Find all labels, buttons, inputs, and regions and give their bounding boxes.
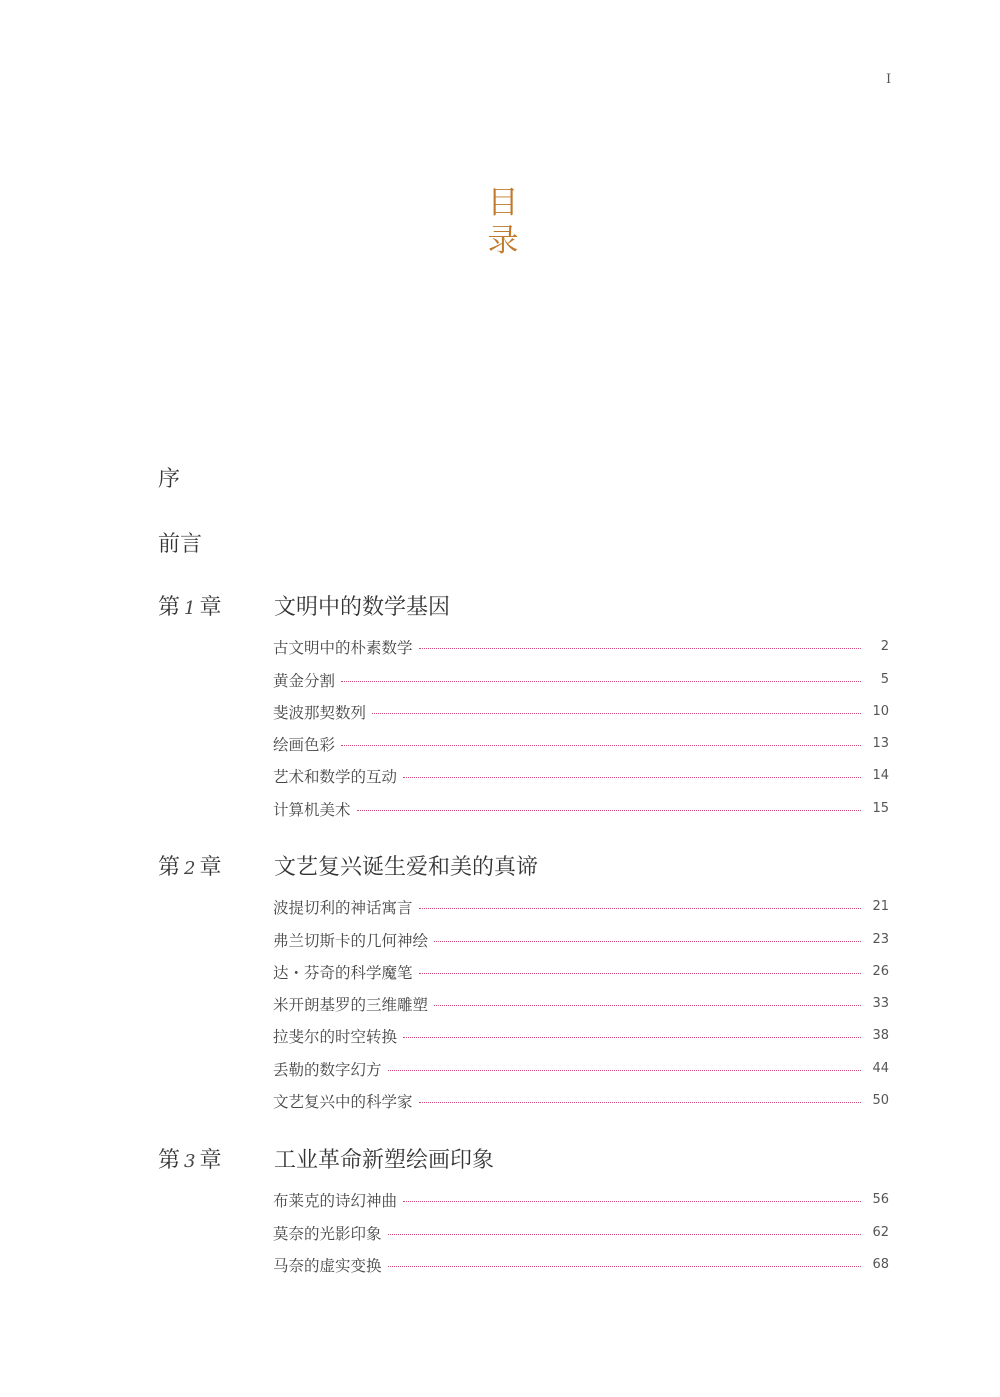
dot-leader [419, 648, 861, 649]
page-ref: 68 [872, 1256, 889, 1272]
toc-entry[interactable]: 黄金分割 5 [273, 671, 889, 690]
chapter-number: 3 [184, 1151, 196, 1172]
page-ref: 14 [872, 768, 889, 784]
toc-foreword-entry[interactable]: 前言 [158, 532, 203, 557]
dot-leader [419, 1102, 861, 1103]
chapter-number: 1 [184, 598, 196, 619]
dot-leader [341, 681, 861, 682]
chapter-3 [158, 1143, 898, 1275]
chapter-title: 文艺复兴诞生爱和美的真谛 [274, 855, 539, 880]
chapter-label: 第 1 章 [158, 595, 222, 620]
chapter-entries [273, 1179, 889, 1276]
page-ref: 13 [872, 736, 889, 752]
chapter-label: 第 2 章 [158, 855, 222, 880]
chapter-heading[interactable] [158, 850, 898, 890]
toc-entry[interactable]: 计算机美术 15 [273, 800, 889, 819]
toc-entry[interactable]: 古文明中的朴素数学 2 [273, 639, 889, 658]
page-ref: 44 [872, 1060, 889, 1076]
chapter-heading[interactable] [158, 1143, 898, 1183]
page-ref: 50 [872, 1093, 889, 1109]
dot-leader [403, 1037, 861, 1038]
page-ref: 10 [872, 703, 889, 719]
toc-entry[interactable]: 文艺复兴中的科学家 50 [273, 1093, 889, 1112]
chapter-entries [273, 886, 889, 1112]
dot-leader [357, 810, 861, 811]
dot-leader [372, 713, 861, 714]
dot-leader [419, 908, 861, 909]
chapter-1 [158, 590, 898, 819]
dot-leader [388, 1234, 861, 1235]
dot-leader [403, 1201, 861, 1202]
page-ref: 56 [872, 1192, 889, 1208]
dot-leader [434, 1005, 861, 1006]
page-title [483, 184, 523, 260]
chapter-entries [273, 626, 889, 820]
dot-leader [388, 1266, 861, 1267]
toc-entry[interactable]: 布莱克的诗幻神曲 56 [273, 1192, 889, 1211]
page-ref: 21 [872, 899, 889, 915]
page-ref: 26 [872, 963, 889, 979]
page-ref: 33 [872, 996, 889, 1012]
page-number: I [886, 72, 892, 87]
toc-entry[interactable]: 艺术和数学的互动 14 [273, 768, 889, 787]
chapter-title: 文明中的数学基因 [274, 595, 451, 620]
title-char-2: 录 [487, 223, 519, 259]
chapter-number: 2 [184, 858, 196, 879]
toc-preface-entry[interactable]: 序 [158, 467, 181, 492]
dot-leader [388, 1070, 861, 1071]
toc-entry[interactable]: 斐波那契数列 10 [273, 703, 889, 722]
chapter-2 [158, 850, 898, 1112]
toc-entry[interactable]: 拉斐尔的时空转换 38 [273, 1028, 889, 1047]
chapter-title: 工业革命新塑绘画印象 [274, 1148, 495, 1173]
dot-leader [419, 973, 861, 974]
toc-entry[interactable]: 波提切利的神话寓言 21 [273, 899, 889, 918]
page-ref: 5 [880, 671, 889, 687]
dot-leader [341, 745, 861, 746]
page-ref: 62 [872, 1224, 889, 1240]
page-ref: 15 [872, 800, 889, 816]
toc-entry[interactable]: 弗兰切斯卡的几何神绘 23 [273, 931, 889, 950]
toc-entry[interactable]: 莫奈的光影印象 62 [273, 1224, 889, 1243]
dot-leader [434, 941, 861, 942]
toc-entry[interactable]: 绘画色彩 13 [273, 736, 889, 755]
chapter-label: 第 3 章 [158, 1148, 222, 1173]
chapter-heading[interactable] [158, 590, 898, 630]
page-ref: 2 [880, 639, 889, 655]
toc-entry[interactable]: 达・芬奇的科学魔笔 26 [273, 963, 889, 982]
page-ref: 38 [872, 1028, 889, 1044]
toc-entry[interactable]: 马奈的虚实变换 68 [273, 1256, 889, 1275]
page-ref: 23 [872, 931, 889, 947]
title-char-1: 目 [487, 185, 519, 221]
dot-leader [403, 777, 861, 778]
toc-entry[interactable]: 米开朗基罗的三维雕塑 33 [273, 996, 889, 1015]
toc-entry[interactable]: 丢勒的数字幻方 44 [273, 1060, 889, 1079]
